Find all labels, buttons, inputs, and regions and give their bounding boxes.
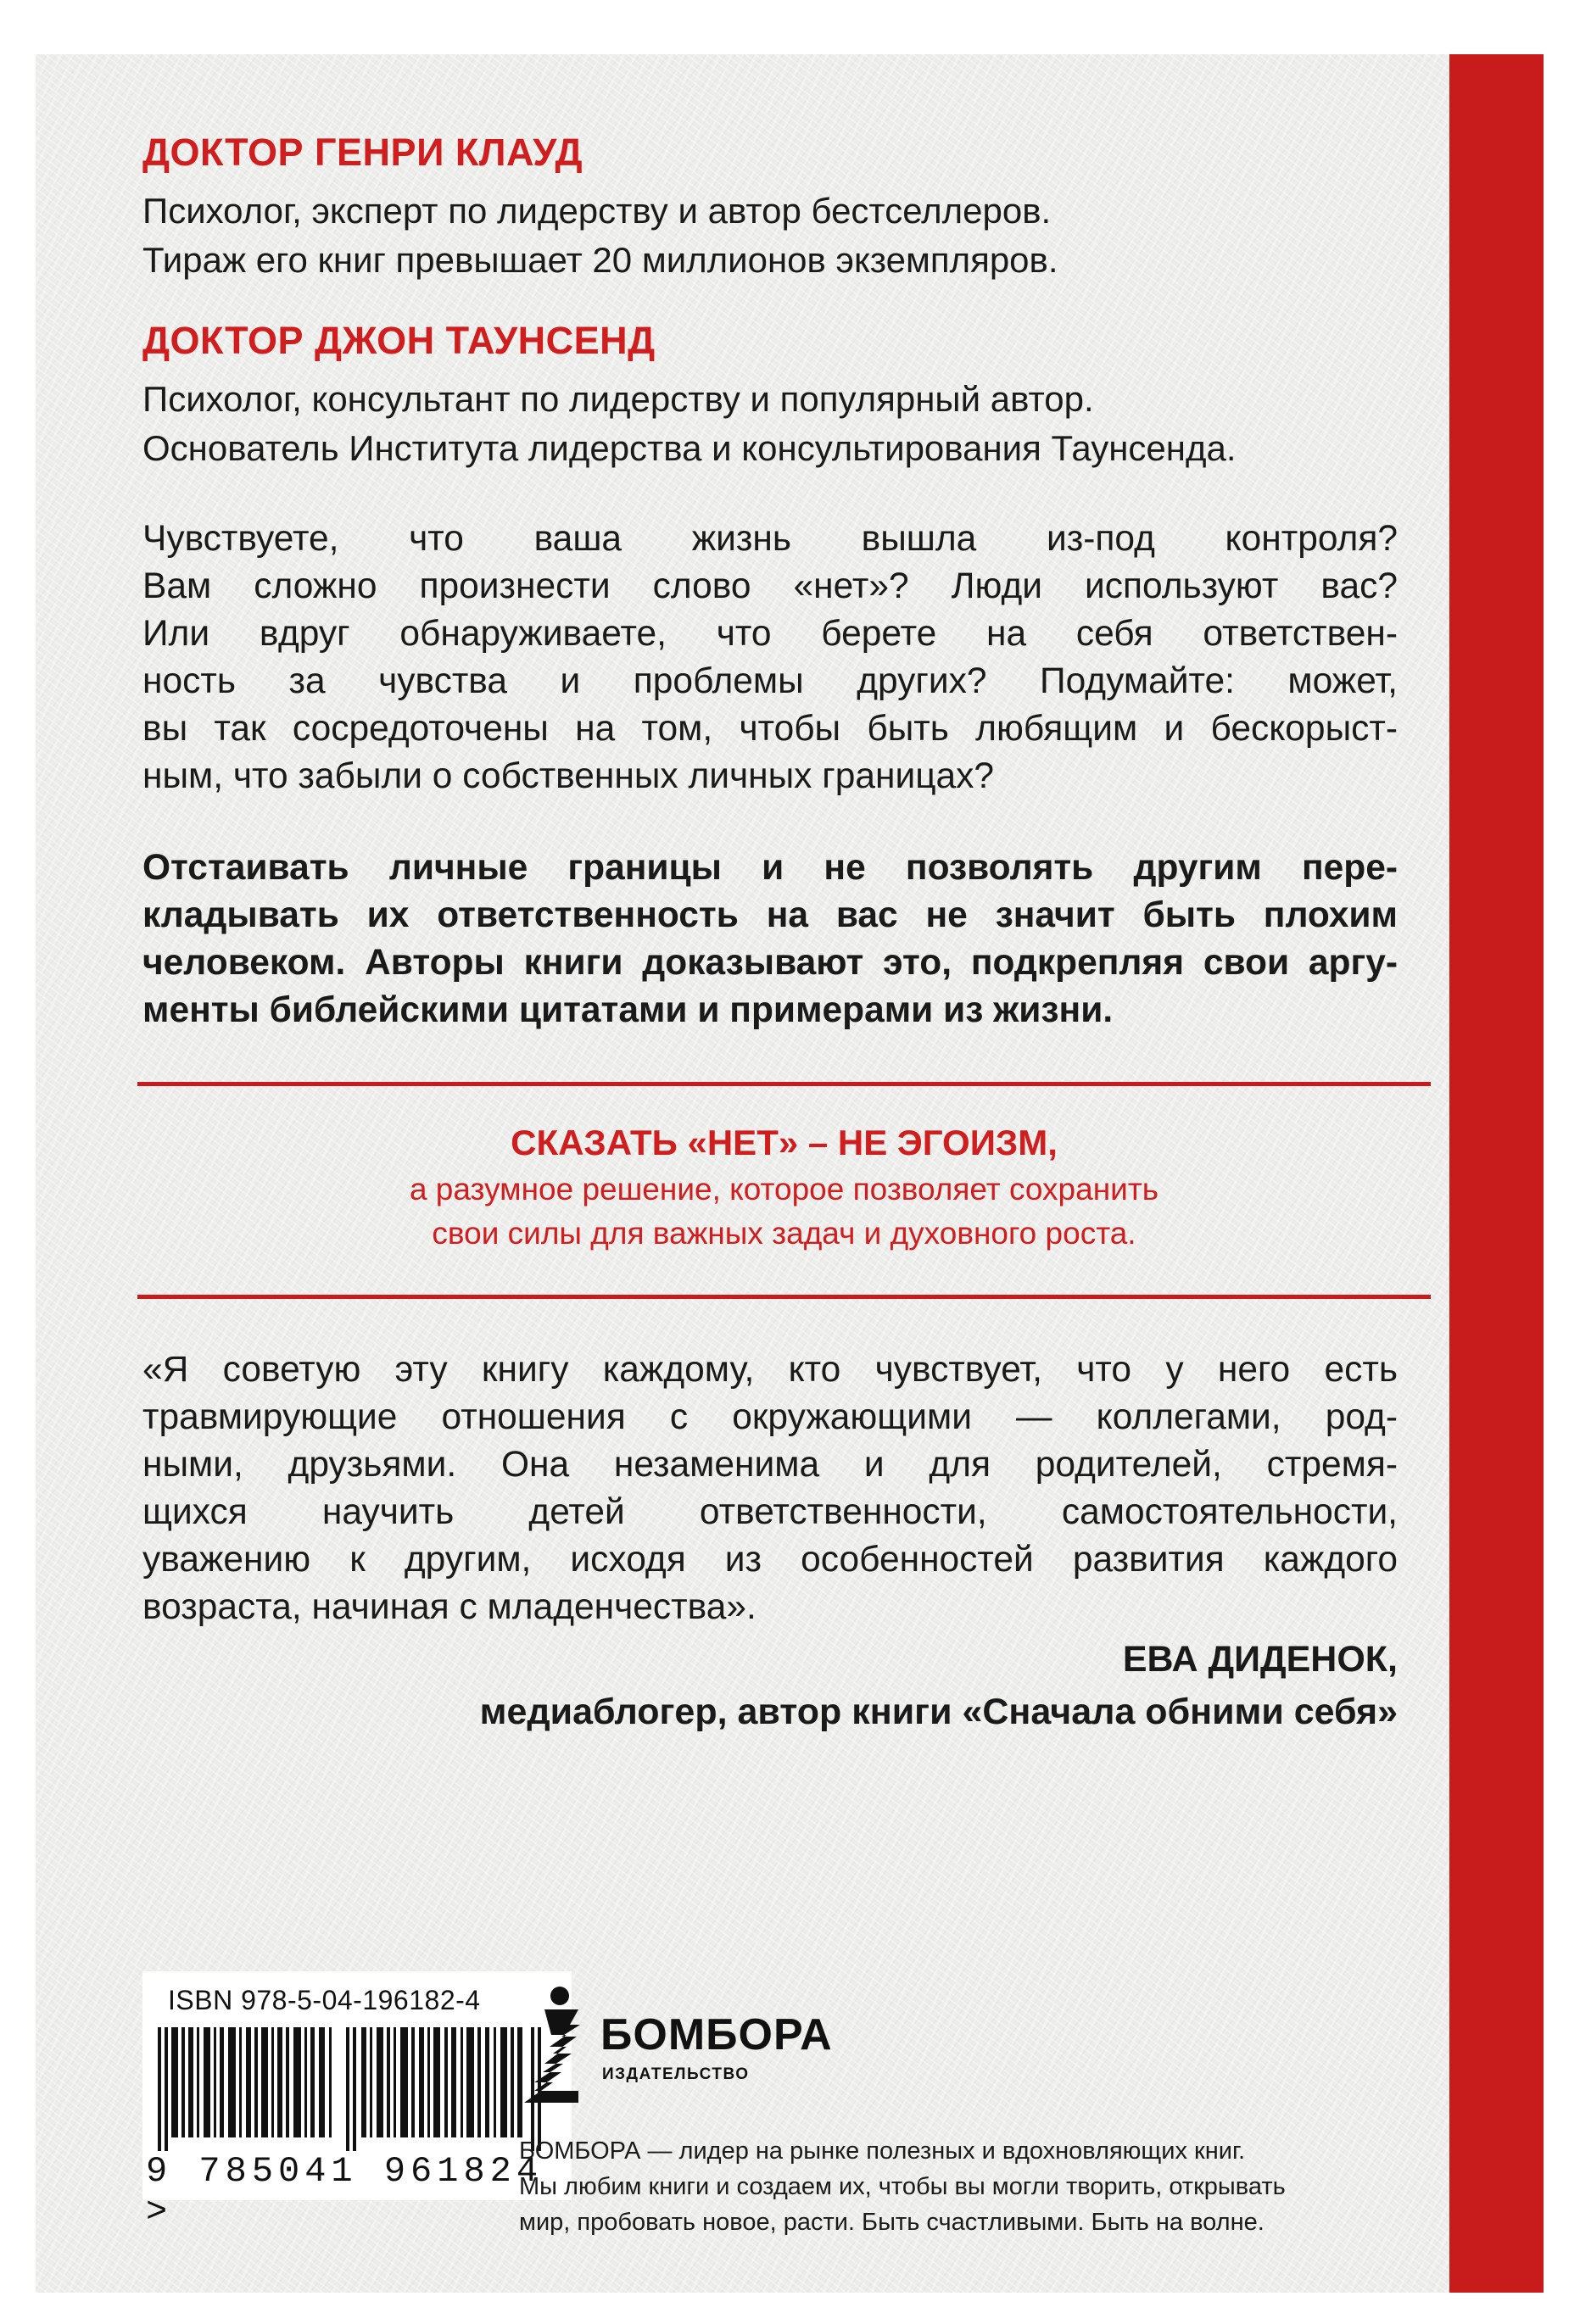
publisher-logo-icon [519, 1984, 595, 2111]
publisher-description [519, 2133, 1286, 2240]
paragraph-line: Вам сложно произнести слово «нет»? Люди используют вас? [142, 566, 1398, 606]
paragraph-line: вы так сосредоточены на том, чтобы быть любящим и бескорыст- [142, 709, 1398, 749]
isbn-digits: 9 785041 961824 > [146, 2151, 544, 2232]
publisher-name: БОМБОРА [600, 2010, 833, 2059]
quote-line: ными, друзьями. Она незаменима и для родителей, стремя- [142, 1445, 1398, 1485]
paragraph-line: Чувствуете, что ваша жизнь вышла из-под контроля? [142, 519, 1398, 559]
author-cloud [142, 127, 1398, 285]
publisher-desc-line: мир, пробовать новое, расти. Быть счастливыми. Быть на волне. [519, 2209, 1265, 2236]
paragraph-line: ность за чувства и проблемы других? Подумайте: может, [142, 661, 1398, 701]
quote-line: возраста, начиная с младенчества». [142, 1587, 757, 1627]
slogan-line: а разумное решение, которое позволяет сохранить [409, 1172, 1159, 1207]
cover-content [142, 127, 1398, 1738]
author-townsend [142, 315, 1398, 473]
paragraph-line: Или вдруг обнаруживаете, что берете на себя ответствен- [142, 614, 1398, 654]
paragraph-line: кладывать их ответственность на вас не значит быть плохим [142, 895, 1398, 935]
isbn-label: ISBN 978-5-04-196182-4 [168, 1985, 481, 2015]
red-spine-strip [1449, 54, 1544, 2293]
author-bio [142, 187, 1398, 285]
bio-line: Тираж его книг превышает 20 миллионов экземпляров. [142, 240, 1058, 280]
paragraph-line: менты библейскими цитатами и примерами из жизни. [142, 990, 1114, 1030]
bio-line: Психолог, консультант по лидерству и популярный автор. [142, 379, 1094, 419]
bio-line: Психолог, эксперт по лидерству и автор бестселлеров. [142, 191, 1052, 231]
slogan-headline: СКАЗАТЬ «НЕТ» – НЕ ЭГОИЗМ, [511, 1123, 1058, 1162]
quote-line: уважению к другим, исходя из особенностей развития каждого [142, 1540, 1398, 1580]
paragraph-line: Отстаивать личные границы и не позволять другим пере- [142, 848, 1398, 888]
quote-line: травмирующие отношения с окружающими — коллегами, род- [142, 1397, 1398, 1437]
quote-signature [142, 1633, 1398, 1738]
slogan-body [137, 1168, 1431, 1256]
author-name: ДОКТОР ГЕНРИ КЛАУД [142, 131, 583, 174]
quote-author-title: медиаблогер, автор книги «Сначала обними себя» [479, 1691, 1398, 1732]
publisher-logo [519, 1984, 994, 2111]
slogan-block [137, 1118, 1431, 1256]
author-name: ДОКТОР ДЖОН ТАУНСЕНД [142, 319, 656, 362]
publisher-desc-line: БОМБОРА — лидер на рынке полезных и вдохновляющих книг. [519, 2137, 1246, 2165]
bio-line: Основатель Института лидерства и консультирования Таунсенда. [142, 428, 1237, 468]
barcode-icon [158, 2027, 556, 2151]
testimonial-quote [142, 1346, 1398, 1631]
paragraph-line: ным, что забыли о собственных личных границах? [142, 756, 995, 796]
isbn-barcode-box [142, 1971, 572, 2232]
publisher-desc-line: Мы любим книги и создаем их, чтобы вы могли творить, открывать [519, 2173, 1286, 2200]
quote-line: «Я советую эту книгу каждому, кто чувствует, что у него есть [142, 1350, 1398, 1390]
intro-paragraph [142, 516, 1398, 800]
author-bio [142, 375, 1398, 473]
bold-paragraph [142, 844, 1398, 1034]
quote-line: щихся научить детей ответственности, самостоятельности, [142, 1492, 1398, 1532]
slogan-line: свои силы для важных задач и духовного роста. [432, 1216, 1136, 1251]
quote-author: ЕВА ДИДЕНОК, [1122, 1639, 1398, 1680]
publisher-subtitle: ИЗДАТЕЛЬСТВО [602, 2065, 750, 2083]
paragraph-line: человеком. Авторы книги доказывают это, подкрепляя свои аргу- [142, 943, 1398, 983]
